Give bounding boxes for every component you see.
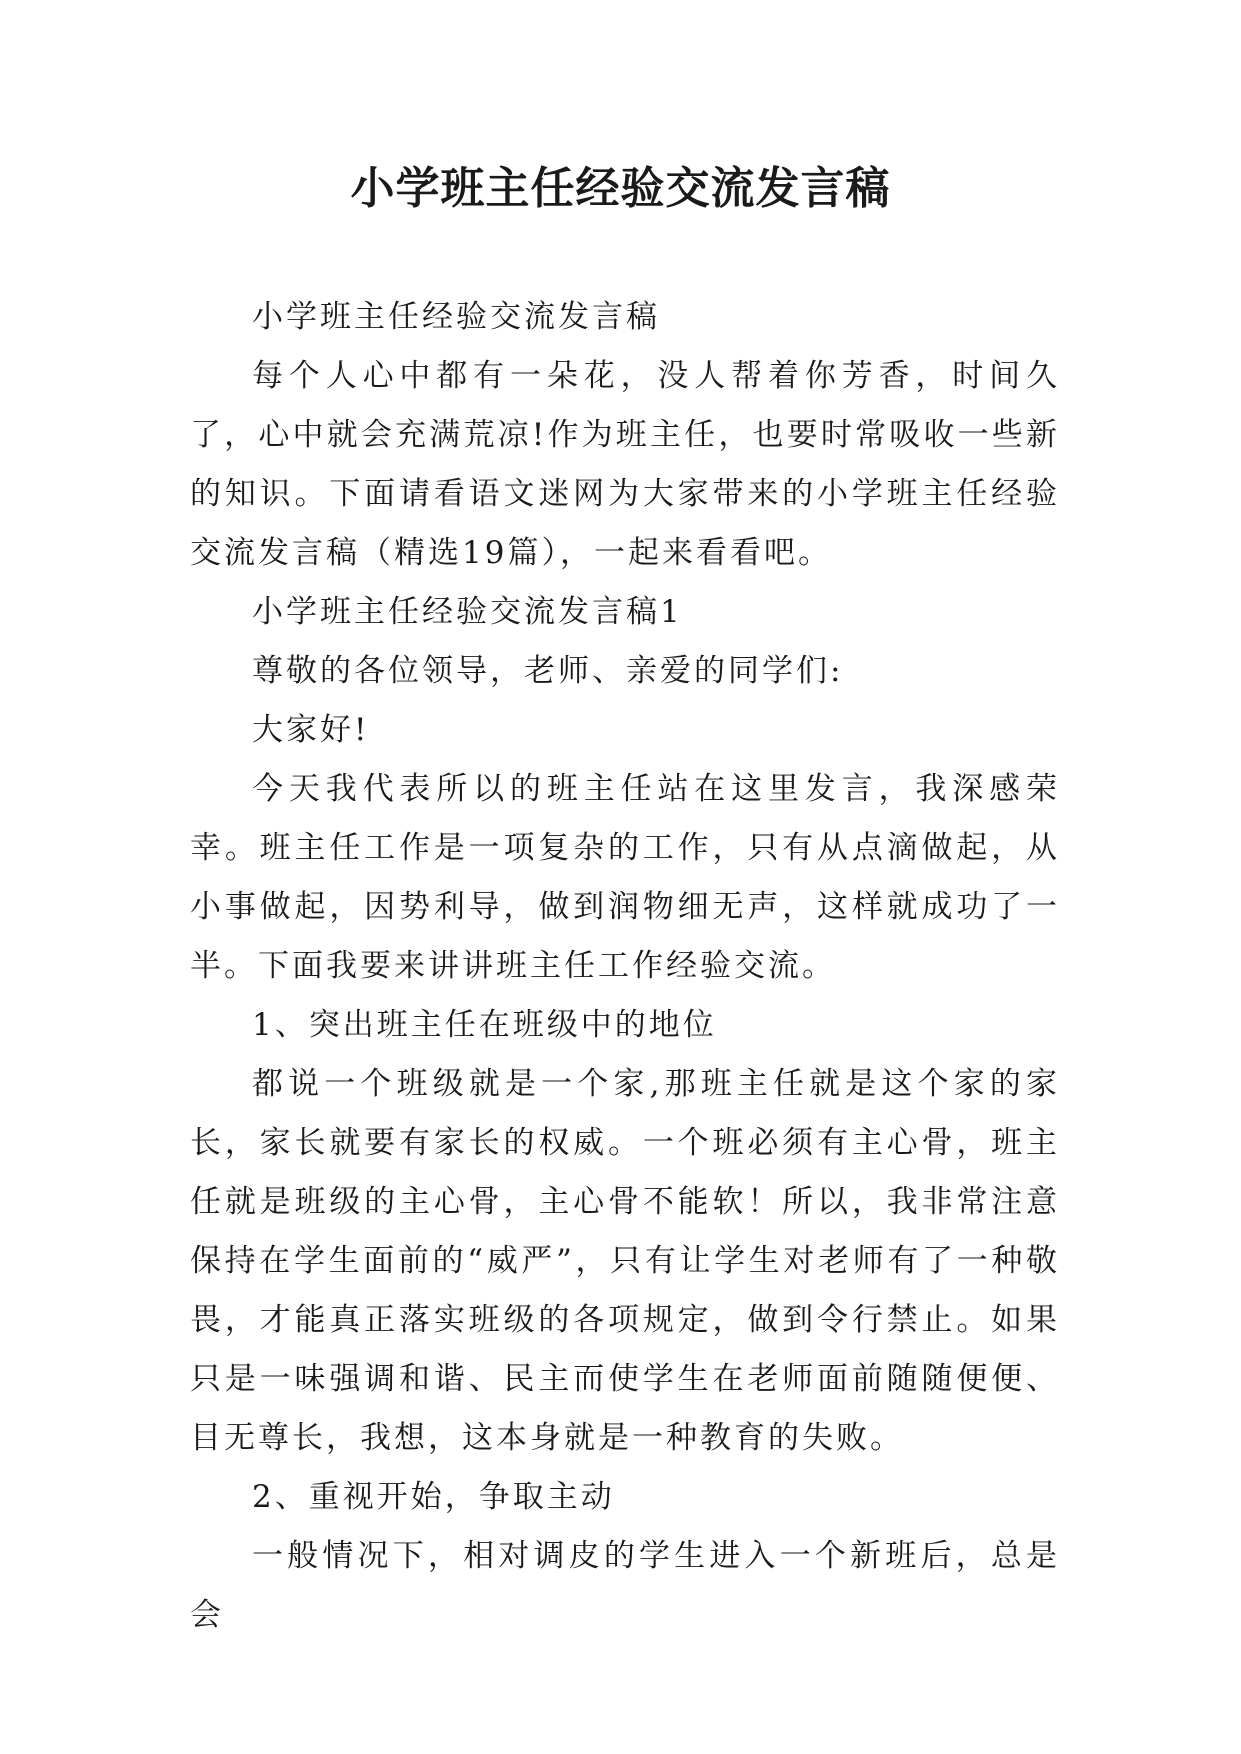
paragraph-opening: 今天我代表所以的班主任站在这里发言，我深感荣幸。班主任工作是一项复杂的工作，只有从点滴做起，从小事做起，因势利导，做到润物细无声，这样就成功了一半。下面我要来讲讲班主任工作经验交流。 [190,771,1060,984]
paragraph-section-1-body: 都说一个班级就是一个家,那班主任就是这个家的家长，家长就要有家长的权威。一个班必须有主心骨，班主任就是班级的主心骨，主心骨不能软！所以，我非常注意保持在学生面前的“威严”，只有让学生对老师有了一种敬畏，才能真正落实班级的各项规定，做到令行禁止。如果只是一味强调和谐、民主而使学生在老师面前随随便便、目无尊长，我想，这本身就是一种教育的失败。 [190,1066,1060,1456]
document-title: 小学班主任经验交流发言稿 [350,163,891,214]
paragraph-salutation: 尊敬的各位领导，老师、亲爱的同学们: [252,653,844,689]
paragraph-subtitle: 小学班主任经验交流发言稿 [252,299,660,335]
paragraph-intro: 每个人心中都有一朵花，没人帮着你芳香，时间久了，心中就会充满荒凉!作为班主任，也要时常吸收一些新的知识。下面请看语文迷网为大家带来的小学班主任经验交流发言稿（精选19篇），一起来看看吧。 [190,358,1060,571]
paragraph-greeting: 大家好! [252,712,370,748]
paragraph-section-1-heading: 1、突出班主任在班级中的地位 [252,1007,717,1043]
paragraph-section-2-body: 一般情况下，相对调皮的学生进入一个新班后，总是会 [190,1538,1060,1633]
document-body [190,288,1060,1645]
paragraph-heading-1: 小学班主任经验交流发言稿1 [252,594,683,630]
paragraph-section-2-heading: 2、重视开始，争取主动 [252,1479,615,1515]
